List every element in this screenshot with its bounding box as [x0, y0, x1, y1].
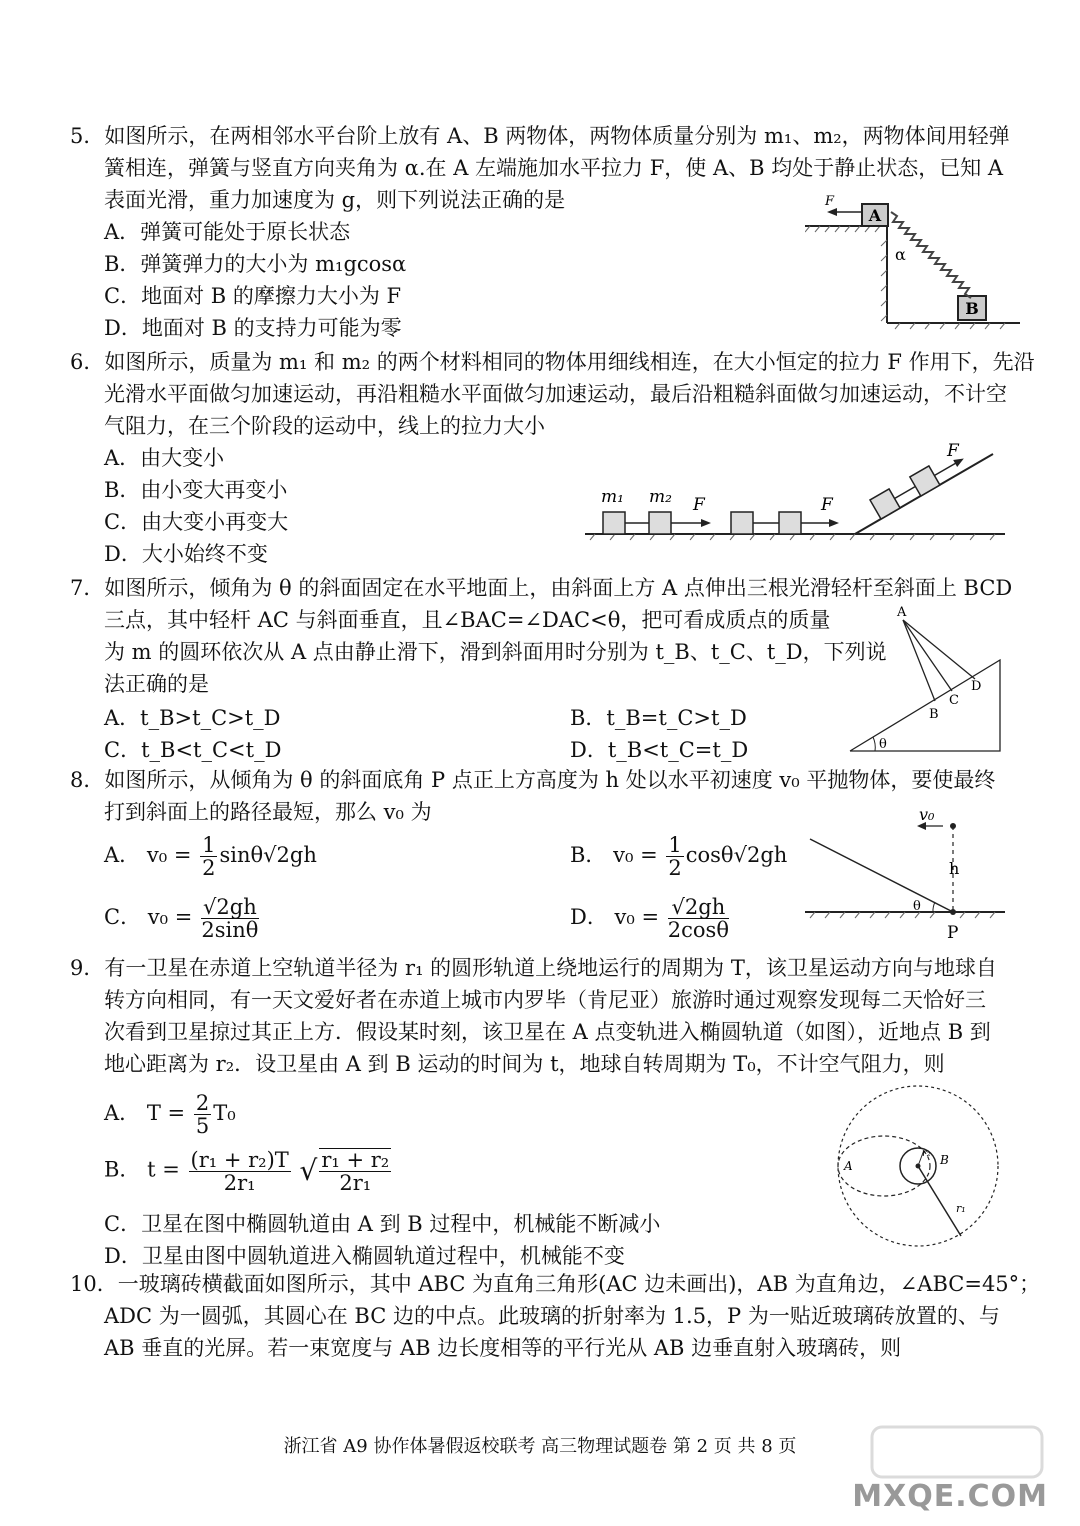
- q7-fig-label-theta: θ: [879, 737, 887, 752]
- q5-figure: [805, 190, 1020, 330]
- q9-fig-label-a: A: [844, 1159, 853, 1173]
- q5-stem-3: 表面光滑，重力加速度为 g，则下列说法正确的是: [104, 188, 566, 212]
- q10-stem-1: 10．一玻璃砖横截面如图所示，其中 ABC 为直角三角形(AC 边未画出)，AB 为直角边，∠ABC=45°；: [70, 1272, 1041, 1296]
- q5-stem-1: 5．如图所示，在两相邻水平台阶上放有 A、B 两物体，两物体质量分别为 m₁、m₂，两物体间用轻弹: [70, 124, 1010, 148]
- q6-option-d: D．大小始终不变: [104, 542, 268, 566]
- q10-stem-3: AB 垂直的光屏。若一束宽度与 AB 边长度相等的平行光从 AB 边垂直射入玻璃砖，则: [104, 1336, 902, 1360]
- q5-fig-label-f: F: [825, 194, 835, 209]
- q6-fig-label-f3: F: [947, 441, 959, 461]
- q9-option-c: C．卫星在图中椭圆轨道由 A 到 B 过程中，机械能不断减小: [104, 1212, 661, 1236]
- q8-fig-label-theta: θ: [913, 899, 921, 914]
- q7-stem-4: 法正确的是: [104, 672, 209, 696]
- q6-stem-2: 光滑水平面做匀加速运动，再沿粗糙水平面做匀加速运动，最后沿粗糙斜面做匀加速运动，不计空: [104, 382, 1007, 406]
- q8-option-a: A． v₀ = $\frac{1}{2}$ sinθ√2gh: [104, 833, 317, 880]
- q6-stem-3: 气阻力，在三个阶段的运动中，线上的拉力大小: [104, 414, 545, 438]
- page-footer: 浙江省 A9 协作体暑假返校联考 高三物理试题卷 第 2 页 共 8 页: [283, 1436, 797, 1457]
- q6-stem-1: 6．如图所示，质量为 m₁ 和 m₂ 的两个材料相同的物体用细线相连，在大小恒定的拉力 F 作用下，先沿: [70, 350, 1035, 374]
- q6-fig-label-f1: F: [693, 495, 705, 515]
- q8-figure: [805, 804, 1005, 944]
- q7-option-d: D．t_B<t_C=t_D: [570, 738, 749, 762]
- q7-option-c: C．t_B<t_C<t_D: [104, 738, 282, 762]
- q5-option-a: A．弹簧可能处于原长状态: [104, 220, 351, 244]
- q8-stem-2: 打到斜面上的路径最短，那么 v₀ 为: [104, 800, 432, 824]
- q9-fig-label-b: B: [940, 1153, 949, 1167]
- watermark-text: MXQE.COM: [852, 1479, 1048, 1514]
- q8-fig-label-v0: v₀: [919, 805, 935, 824]
- q5-stem-2: 簧相连，弹簧与竖直方向夹角为 α.在 A 左端施加水平拉力 F，使 A、B 均处于静止状态，已知 A: [104, 156, 1004, 180]
- q5-fig-label-a: A: [868, 206, 882, 225]
- q5-option-b: B．弹簧弹力的大小为 m₁gcosα: [104, 252, 407, 276]
- q6-option-a: A．由大变小: [104, 446, 225, 470]
- q6-option-b: B．由小变大再变小: [104, 478, 288, 502]
- q9-stem-1: 9．有一卫星在赤道上空轨道半径为 r₁ 的圆形轨道上绕地运行的周期为 T，该卫星运动方向与地球自: [70, 956, 997, 980]
- q7-fig-label-b: B: [929, 707, 939, 722]
- q6-fig-label-m2: m₂: [649, 487, 672, 507]
- q7-fig-label-a: A: [897, 606, 907, 620]
- q5-fig-label-b: B: [965, 299, 979, 318]
- q9-fig-label-r2: r₂: [922, 1148, 931, 1159]
- q8-option-c: C． v₀ = $\frac{√2gh}{2\sin\theta}$: [104, 895, 259, 942]
- q8-fig-label-p: P: [947, 923, 959, 943]
- q9-figure: [836, 1084, 1001, 1249]
- q7-stem-1: 7．如图所示，倾角为 θ 的斜面固定在水平地面上，由斜面上方 A 点伸出三根光滑轻杆至斜面上 BCD: [70, 576, 1013, 600]
- q5-fig-label-alpha: α: [895, 245, 906, 264]
- q9-stem-2: 转方向相同，有一天文爱好者在赤道上城市内罗毕（肯尼亚）旅游时通过观察发现每二天恰好三: [104, 988, 986, 1012]
- q8-fig-label-h: h: [949, 859, 960, 878]
- q7-stem-2: 三点，其中轻杆 AC 与斜面垂直，且∠BAC=∠DAC<θ，把可看成质点的质量: [104, 608, 831, 632]
- q9-stem-4: 地心距离为 r₂．设卫星由 A 到 B 运动的时间为 t，地球自转周期为 T₀，不计空气阻力，则: [104, 1052, 945, 1076]
- q9-fig-label-r1: r₁: [956, 1202, 966, 1215]
- q9-stem-3: 次看到卫星掠过其正上方．假设某时刻，该卫星在 A 点变轨进入椭圆轨道（如图），近地点 B 到: [104, 1020, 991, 1044]
- q10-stem-2: ADC 为一圆弧，其圆心在 BC 边的中点。此玻璃的折射率为 1.5，P 为一贴近玻璃砖放置的、与: [104, 1304, 1000, 1328]
- q9-option-a: A． T = $\frac{2}{5}$ T₀: [104, 1091, 236, 1138]
- q5-option-d: D．地面对 B 的支持力可能为零: [104, 316, 402, 340]
- q9-option-d: D．卫星由图中圆轨道进入椭圆轨道过程中，机械能不变: [104, 1244, 625, 1268]
- q7-fig-label-c: C: [949, 693, 959, 708]
- q9-option-b: B． t = $\frac{\text{(r₁ + r₂)T}}{\text{2r₁}}$ √ $\frac{\text{r₁ + r₂}}{\text{2r₁}}$: [104, 1147, 390, 1195]
- q6-fig-label-m1: m₁: [601, 487, 624, 507]
- q8-option-d: D． v₀ = $\frac{√2gh}{2\cos\theta}$: [570, 895, 729, 942]
- q8-stem-1: 8．如图所示，从倾角为 θ 的斜面底角 P 点正上方高度为 h 处以水平初速度 v₀ 平抛物体，要使最终: [70, 768, 996, 792]
- q6-figure: [585, 438, 1005, 548]
- q6-fig-label-f2: F: [821, 495, 833, 515]
- q8-option-b: B． v₀ = $\frac{1}{2}$ cosθ√2gh: [570, 833, 788, 880]
- q7-option-b: B．t_B=t_C>t_D: [570, 706, 747, 730]
- q7-figure: [845, 606, 1010, 756]
- q7-option-a: A．t_B>t_C>t_D: [104, 706, 281, 730]
- q5-option-c: C．地面对 B 的摩擦力大小为 F: [104, 284, 402, 308]
- q6-option-c: C．由大变小再变大: [104, 510, 289, 534]
- q7-fig-label-d: D: [971, 679, 982, 694]
- q7-stem-3: 为 m 的圆环依次从 A 点由静止滑下，滑到斜面用时分别为 t_B、t_C、t_D，下列说: [104, 640, 887, 664]
